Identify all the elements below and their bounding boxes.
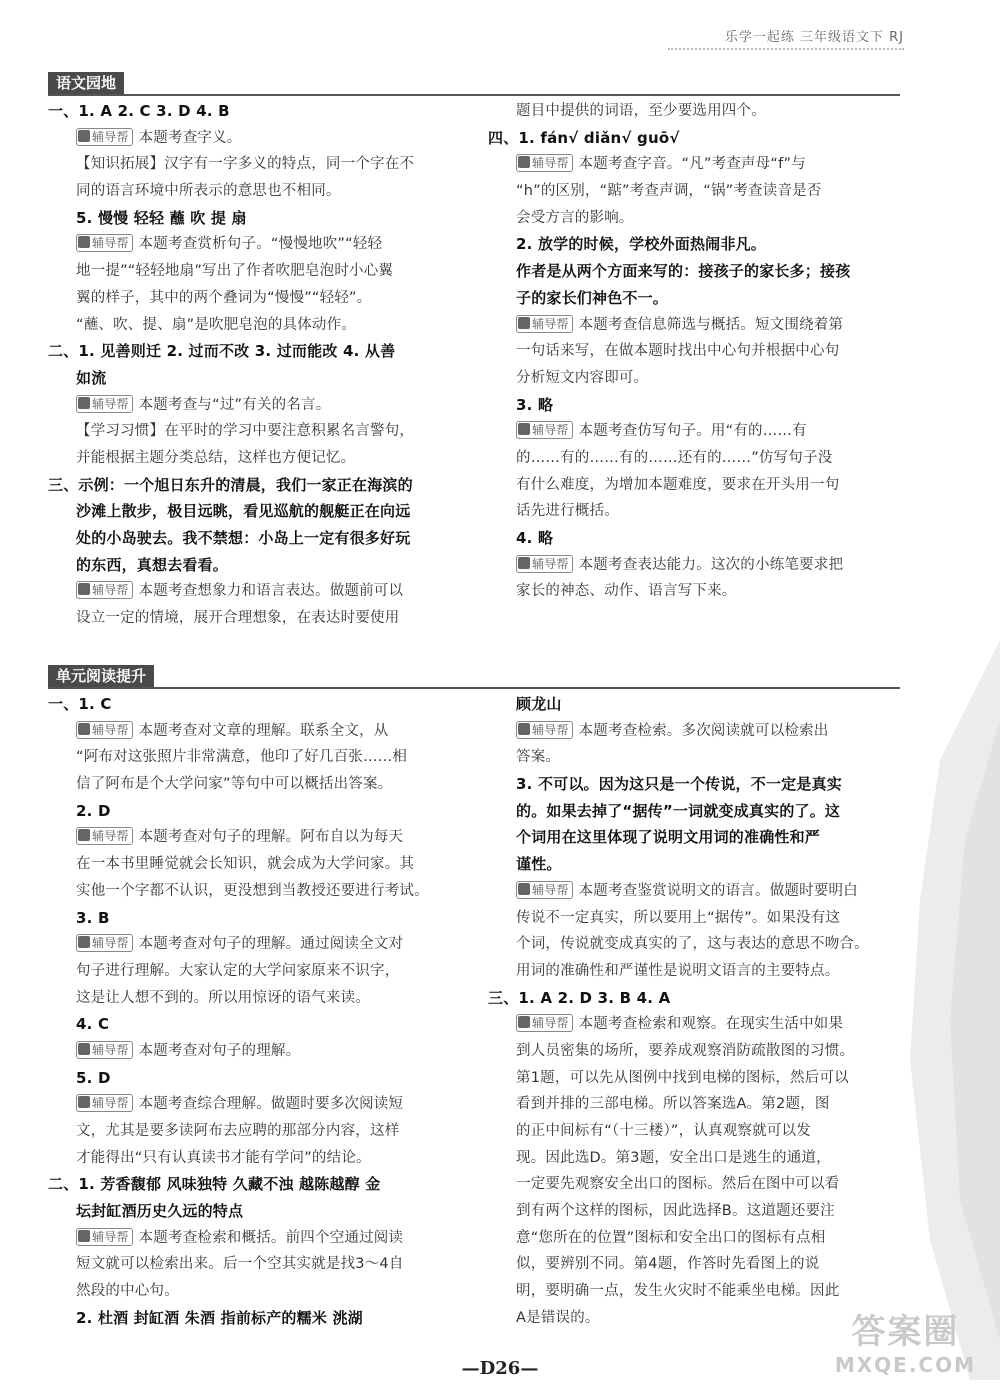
line-text: 家长的神态、动作、语言写下来。 (516, 583, 737, 600)
tutor-icon (518, 883, 530, 895)
text-line (48, 798, 460, 825)
badge-label: 辅导帮 (532, 722, 569, 737)
text-line (488, 1011, 900, 1038)
text-line (48, 1038, 460, 1065)
tutor-icon (78, 583, 90, 595)
line-text: 一定要先观察安全出口的图标。然后在图中可以看 (516, 1176, 840, 1193)
line-text: 这是让人想不到的。所以用惊讶的语气来读。 (76, 989, 370, 1006)
line-text: 看到并排的三部电梯。所以答案选A。第2题，图 (516, 1096, 830, 1113)
section1-left-column (48, 98, 460, 632)
line-text: 作者是从两个方面来写的：接孩子的家长多；接孩 (516, 262, 851, 281)
line-text: 的正中间标有“（十三楼）”，认真观察就可以发 (516, 1123, 811, 1139)
section-header-bar (48, 72, 900, 96)
line-text: 会受方言的影响。 (516, 209, 634, 226)
text-line (48, 1011, 460, 1038)
tutor-badge (76, 827, 133, 845)
text-line (48, 125, 460, 152)
line-text: 意“您所在的位置”图标和安全出口的图标有点相 (516, 1229, 826, 1246)
line-text: 本题考查表达能力。这次的小练笔要求把 (578, 556, 844, 573)
text-line (48, 525, 460, 552)
text-line (48, 445, 460, 472)
tutor-badge (76, 721, 133, 739)
text-line (48, 878, 460, 905)
text-line (488, 1251, 900, 1278)
text-line (488, 958, 900, 985)
line-text: “蘸、吹、提、扇”是吹肥皂泡的具体动作。 (76, 316, 357, 333)
header-dotted-rule (668, 48, 904, 50)
text-line (48, 312, 460, 339)
line-text: 短文就可以检索出来。后一个空其实就是找3～4自 (76, 1256, 404, 1273)
text-line (488, 498, 900, 525)
text-line (48, 771, 460, 798)
text-line (488, 771, 900, 798)
line-text: 顾龙山 (516, 695, 562, 713)
badge-label: 辅导帮 (92, 1229, 129, 1244)
tutor-badge (76, 581, 133, 599)
text-line (48, 1145, 460, 1172)
tutor-badge (516, 555, 573, 573)
page-header: 乐学一起练 三年级语文下 RJ (724, 30, 904, 45)
line-text: 处的小岛驶去。我不禁想：小岛上一定有很多好玩 (76, 529, 411, 547)
line-text: 地一提”“轻轻地扇”写出了作者吹肥皂泡时小心翼 (76, 263, 394, 280)
text-line (48, 905, 460, 932)
tutor-badge (76, 1228, 133, 1246)
tutor-badge (76, 1094, 133, 1112)
text-line (48, 1171, 460, 1198)
line-text: 谨性。 (516, 855, 562, 874)
line-text: 本题考查对句子的理解。阿布自以为每天 (138, 829, 404, 846)
text-line (488, 798, 900, 825)
text-line (488, 1145, 900, 1172)
text-line (488, 1065, 900, 1092)
line-text: 实他一个字都不认识，更没想到当教授还要进行考试。 (76, 882, 429, 899)
text-line (488, 178, 900, 205)
text-line (488, 525, 900, 552)
line-text: 【学习习惯】在平时的学习中要注意积累名言警句， (76, 423, 415, 440)
text-line (488, 1118, 900, 1145)
line-text: 2. 放学的时候，学校外面热闹非凡。 (516, 235, 766, 254)
watermark-main: 答案圈 (851, 1312, 960, 1352)
line-text: 子的家长们神色不一。 (516, 288, 669, 307)
line-text: 本题考查想象力和语言表达。做题前可以 (138, 583, 404, 600)
page-number: —D26— (461, 1358, 539, 1379)
text-line (48, 1251, 460, 1278)
text-line (48, 718, 460, 745)
line-text: 4. C (76, 1015, 110, 1034)
badge-label: 辅导帮 (92, 236, 129, 251)
line-text: 个词用在这里体现了说明文用词的准确性和严 (516, 828, 821, 847)
badge-label: 辅导帮 (532, 316, 569, 331)
tutor-badge (516, 1014, 573, 1032)
text-line (48, 285, 460, 312)
text-line (48, 338, 460, 365)
line-text: 三、1. A 2. D 3. B 4. A (488, 988, 671, 1007)
tutor-icon (78, 236, 90, 248)
text-line (488, 1091, 900, 1118)
text-line (48, 178, 460, 205)
text-line (48, 472, 460, 499)
tutor-badge (76, 1041, 133, 1059)
line-text: 5. 慢慢 轻轻 蘸 吹 提 扇 (76, 208, 247, 227)
text-line (488, 365, 900, 392)
text-line (488, 258, 900, 285)
line-text: 本题考查与“过”有关的名言。 (138, 396, 331, 413)
line-text: 到人员密集的场所，要养成观察消防疏散图的习惯。 (516, 1042, 855, 1059)
line-text: 话先进行概括。 (516, 503, 619, 520)
badge-label: 辅导帮 (92, 1042, 129, 1057)
tutor-icon (78, 1096, 90, 1108)
line-text: 有什么难度，为增加本题难度，要求在开头用一句 (516, 476, 840, 493)
text-line (488, 1171, 900, 1198)
text-line (48, 985, 460, 1012)
line-text: 坛封缸酒历史久远的特点 (76, 1202, 244, 1221)
badge-label: 辅导帮 (532, 423, 569, 438)
line-text: 二、1. 芳香馥郁 风味独特 久藏不浊 越陈越醇 金 (48, 1175, 381, 1194)
text-line (48, 605, 460, 632)
line-text: 答案。 (516, 749, 561, 766)
text-line (488, 151, 900, 178)
section-title: 单元阅读提升 (48, 665, 154, 687)
section1-right-column (488, 98, 900, 605)
tutor-badge (516, 421, 573, 439)
line-text: 才能得出“只有认真读书才能有学问”的结论。 (76, 1149, 371, 1166)
text-line (488, 231, 900, 258)
tutor-badge (76, 934, 133, 952)
line-text: 信了阿布是个大学问家”等句中可以概括出答案。 (76, 776, 393, 793)
text-line (488, 445, 900, 472)
line-text: 句子进行理解。大家认定的大学问家原来不识字， (76, 962, 400, 979)
tutor-icon (78, 829, 90, 841)
tutor-icon (78, 1230, 90, 1242)
line-text: 传说不一定真实，所以要用上“据传”。如果没有这 (516, 909, 841, 926)
tutor-icon (518, 1016, 530, 1028)
text-line (48, 1065, 460, 1092)
text-line (48, 691, 460, 718)
tutor-icon (78, 1043, 90, 1055)
text-line (488, 851, 900, 878)
tutor-icon (518, 156, 530, 168)
text-line (48, 824, 460, 851)
section-header-bar (48, 665, 900, 689)
badge-label: 辅导帮 (532, 882, 569, 897)
text-line (48, 578, 460, 605)
line-text: 同的语言环境中所表示的意思也不相同。 (76, 183, 341, 200)
line-text: 四、1. fán√ diǎn√ guō√ (488, 128, 680, 147)
line-text: 4. 略 (516, 529, 554, 547)
line-text: 本题考查信息筛选与概括。短文围绕着第 (578, 316, 844, 333)
text-line (48, 931, 460, 958)
line-text: 并能根据主题分类总结，这样也方便记忆。 (76, 449, 356, 466)
text-line (48, 365, 460, 392)
line-text: 的……有的……有的……还有的……”仿写句子没 (516, 449, 833, 466)
text-line (48, 552, 460, 579)
text-line (48, 392, 460, 419)
text-line (48, 1225, 460, 1252)
tutor-icon (518, 317, 530, 329)
text-line (48, 98, 460, 125)
line-text: 3. 略 (516, 395, 554, 414)
line-text: 如流 (76, 368, 107, 387)
line-text: 【知识拓展】汉字有一字多义的特点，同一个字在不 (76, 156, 415, 173)
line-text: 的东西，真想去看看。 (76, 555, 229, 574)
tutor-icon (78, 936, 90, 948)
line-text: 2. D (76, 801, 111, 820)
line-text: 到有两个这样的图标，因此选择B。这道题还要注 (516, 1203, 835, 1220)
badge-label: 辅导帮 (92, 129, 129, 144)
line-text: 似，要辨别不同。第4题，作答时先看图上的说 (516, 1256, 820, 1273)
badge-label: 辅导帮 (92, 829, 129, 844)
watermark-sub: MXQE.COM (834, 1353, 976, 1377)
text-line (48, 1118, 460, 1145)
text-line (488, 338, 900, 365)
line-text: 第1题，可以先从图例中找到电梯的图标，然后可以 (516, 1069, 849, 1086)
text-line (48, 851, 460, 878)
line-text: 本题考查字音。“凡”考查声母“f”与 (578, 156, 806, 173)
text-line (488, 744, 900, 771)
text-line (488, 392, 900, 419)
text-line (48, 498, 460, 525)
tutor-icon (78, 397, 90, 409)
text-line (488, 205, 900, 232)
badge-label: 辅导帮 (532, 556, 569, 571)
line-text: 3. 不可以。因为这只是一个传说，不一定是真实 (516, 775, 842, 794)
badge-label: 辅导帮 (92, 583, 129, 598)
tutor-badge (516, 315, 573, 333)
tutor-badge (516, 154, 573, 172)
text-line (48, 151, 460, 178)
line-text: 然段的中心句。 (76, 1283, 179, 1300)
line-text: 现。因此选D。第3题，安全出口是逃生的通道， (516, 1149, 831, 1166)
line-text: 本题考查对文章的理解。联系全文，从 (138, 722, 389, 739)
watermark (835, 1304, 976, 1377)
line-text: 明，要明确一点，发生火灾时不能乘坐电梯。因此 (516, 1283, 840, 1300)
text-line (488, 285, 900, 312)
tutor-badge (516, 881, 573, 899)
line-text: “h”的区别，“踮”考查声调，“锅”考查读音是否 (516, 183, 822, 200)
line-text: 一句话来写，在做本题时找出中心句并根据中心句 (516, 343, 840, 360)
text-line (488, 312, 900, 339)
text-line (488, 878, 900, 905)
tutor-badge (76, 234, 133, 252)
line-text: 翼的样子，其中的两个叠词为“慢慢”“轻轻”。 (76, 289, 372, 306)
text-line (488, 985, 900, 1012)
line-text: 三、示例：一个旭日东升的清晨，我们一家正在海滨的 (48, 475, 413, 494)
text-line (48, 1305, 460, 1332)
text-line (488, 824, 900, 851)
tutor-icon (78, 130, 90, 142)
line-text: 本题考查字义。 (138, 129, 242, 146)
line-text: 用词的准确性和严谨性是说明文语言的主要特点。 (516, 962, 840, 979)
text-line (488, 931, 900, 958)
line-text: 个词，传说就变成真实的了，这与表达的意思不吻合。 (516, 936, 869, 953)
text-line (488, 718, 900, 745)
tutor-badge (516, 721, 573, 739)
text-line (488, 418, 900, 445)
text-line (48, 1198, 460, 1225)
text-line (48, 958, 460, 985)
badge-label: 辅导帮 (92, 396, 129, 411)
text-line (488, 125, 900, 152)
text-line (488, 1038, 900, 1065)
text-line (488, 1198, 900, 1225)
line-text: 分析短文内容即可。 (516, 369, 649, 386)
line-text: 本题考查对句子的理解。通过阅读全文对 (138, 936, 404, 953)
line-text: 本题考查对句子的理解。 (138, 1042, 301, 1059)
decorative-texture (910, 640, 1000, 1380)
text-line (488, 905, 900, 932)
tutor-icon (518, 723, 530, 735)
badge-label: 辅导帮 (92, 936, 129, 951)
line-text: 沙滩上散步，极目远眺，看见巡航的舰艇正在向远 (76, 502, 411, 521)
line-text: 一、1. C (48, 695, 112, 713)
line-text: 2. 杜酒 封缸酒 朱酒 指前标产的糯米 洮湖 (76, 1308, 363, 1327)
section-title: 语文园地 (48, 72, 124, 94)
line-text: 本题考查检索。多次阅读就可以检索出 (578, 722, 829, 739)
text-line (48, 418, 460, 445)
text-line (48, 258, 460, 285)
text-line (488, 1225, 900, 1252)
line-text: 的。如果去掉了“据传”一词就变成真实的了。这 (516, 801, 841, 820)
line-text: “阿布对这张照片非常满意，他印了好几百张……相 (76, 749, 408, 766)
badge-label: 辅导帮 (532, 1016, 569, 1031)
line-text: 在一本书里睡觉就会长知识，就会成为大学问家。其 (76, 856, 415, 873)
line-text: 二、1. 见善则迁 2. 过而不改 3. 过而能改 4. 从善 (48, 342, 396, 361)
text-line (488, 691, 900, 718)
text-line (48, 231, 460, 258)
line-text: 本题考查鉴赏说明文的语言。做题时要明白 (578, 882, 858, 899)
line-text: 3. B (76, 908, 110, 927)
text-line (48, 205, 460, 232)
text-line (488, 472, 900, 499)
text-line (488, 1278, 900, 1305)
line-text: 5. D (76, 1068, 111, 1087)
tutor-badge (76, 128, 133, 146)
text-line (488, 552, 900, 579)
line-text: 本题考查检索和观察。在现实生活中如果 (578, 1016, 844, 1033)
section2-right-column (488, 691, 900, 1332)
text-line (488, 98, 900, 125)
line-text: 本题考查检索和概括。前四个空通过阅读 (138, 1229, 404, 1246)
line-text: 题目中提供的词语，至少要选用四个。 (516, 103, 766, 119)
section2-left-column (48, 691, 460, 1332)
badge-label: 辅导帮 (532, 156, 569, 171)
badge-label: 辅导帮 (92, 1096, 129, 1111)
line-text: 设立一定的情境，展开合理想象，在表达时要使用 (76, 610, 400, 627)
text-line (48, 744, 460, 771)
tutor-badge (76, 395, 133, 413)
text-line (48, 1091, 460, 1118)
line-text: 本题考查综合理解。做题时要多次阅读短 (138, 1096, 404, 1113)
line-text: 本题考查赏析句子。“慢慢地吹”“轻轻 (138, 236, 383, 253)
line-text: 文，尤其是要多读阿布去应聘的那部分内容，这样 (76, 1123, 400, 1139)
tutor-icon (518, 557, 530, 569)
text-line (488, 578, 900, 605)
text-line (48, 1278, 460, 1305)
tutor-icon (78, 723, 90, 735)
line-text: A是错误的。 (516, 1309, 600, 1326)
line-text: 本题考查仿写句子。用“有的……有 (578, 423, 807, 440)
tutor-icon (518, 423, 530, 435)
line-text: 一、1. A 2. C 3. D 4. B (48, 102, 230, 120)
badge-label: 辅导帮 (92, 722, 129, 737)
